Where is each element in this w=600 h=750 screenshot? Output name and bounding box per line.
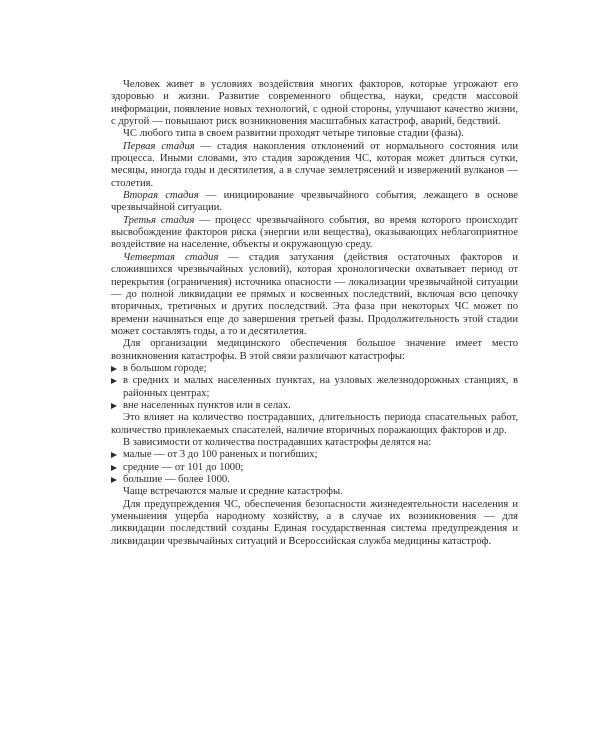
paragraph-stage-4 <box>111 252 518 338</box>
stage-3-text: — процесс чрезвычайного события, во время которого происходит высвобождение факторов риска (энергии или вещества), оказывающих неблагоприятное воздействие на население, объекты и окружающую среду. <box>111 214 518 251</box>
bullet-icon <box>111 403 117 409</box>
stage-1-term: Первая стадия <box>123 140 195 152</box>
list-item: средние — от 101 до 1000; <box>111 462 518 474</box>
paragraph-intro: Человек живет в условиях воздействия многих факторов, которые угрожают его здоровью и жизни. Развитие современного общества, науки, средств массовой информации, появление новых технологий, с одной стороны, улучшают качество жизни, с другой — повышают риск возникновения масштабных катастроф, аварий, бедствий. <box>111 79 518 128</box>
paragraph-size-intro: В зависимости от количества пострадавших катастрофы делятся на: <box>123 436 432 448</box>
paragraph-stage-1 <box>111 141 518 190</box>
stage-2-term: Вторая стадия <box>123 190 199 202</box>
paragraph-impact: Это влияет на количество пострадавших, длительность периода спасательных работ, количество привлекаемых спасателей, наличие вторичных поражающих факторов и др. <box>111 412 518 436</box>
bullet-icon <box>111 366 117 372</box>
paragraph-stages-overview: ЧС любого типа в своем развитии проходят четыре типовые стадии (фазы). <box>123 128 464 140</box>
bullet-icon <box>111 378 117 384</box>
paragraph-prevention: Для предупреждения ЧС, обеспечения безопасности жизнедеятельности населения и уменьшения ущерба народному хозяйству, а в случае их возникновения — для ликвидации последствий созданы Единая государственная система предупреждения и ликвидации чрезвычайных ситуаций и Всероссийская служба медицины катастроф. <box>111 498 518 547</box>
list-item: малые — от 3 до 100 раненых и погибших; <box>111 449 518 461</box>
stage-3-term: Третья стадия <box>123 214 195 226</box>
size-list <box>111 449 518 486</box>
paragraph-frequency: Чаще встречаются малые и средние катастрофы. <box>123 486 343 498</box>
stage-4-text: — стадия затухания (действия остаточных факторов и сложившихся чрезвычайных условий), которая хронологически охватывает период от перекрытия (ограничения) источника опасности — локализации чрезвычайной ситуации — до полной ликвидации ее прямых и косвенных последствий, включая всю цепочку вторичных, третичных и других последствий. Эта фаза при некоторых ЧС может по времени начинаться еще до завершения третьей фазы. Продолжительность этой стадии может составлять годы, а то и десятилетия. <box>111 251 518 337</box>
paragraph-location-intro: Для организации медицинского обеспечения большое значение имеет место возникновения катастрофы. В этой связи различают катастрофы: <box>111 338 518 362</box>
list-item: в средних и малых населенных пунктах, на узловых железнодорожных станциях, в районных центрах; <box>111 375 518 400</box>
paragraph-stage-2 <box>111 190 518 215</box>
paragraph-stage-3 <box>111 215 518 252</box>
list-item: вне населенных пунктов или в селах. <box>111 400 518 412</box>
bullet-icon <box>111 465 117 471</box>
document-page <box>111 79 518 548</box>
location-list <box>111 363 518 412</box>
list-item: большие — более 1000. <box>111 474 518 486</box>
stage-2-text: — инициирование чрезвычайного события, лежащего в основе чрезвычайной ситуации. <box>111 190 518 214</box>
list-item: в большом городе; <box>111 363 518 375</box>
stage-1-text: — стадия накопления отклонений от нормального состояния или процесса. Иными словами, это стадия зарождения ЧС, которая может длиться сутки, месяцы, иногда годы и десятилетия, а в случае землетрясений и извержений вулканов — столетия. <box>111 140 518 189</box>
stage-4-term: Четвертая стадия <box>123 251 219 263</box>
bullet-icon <box>111 477 117 483</box>
bullet-icon <box>111 452 117 458</box>
